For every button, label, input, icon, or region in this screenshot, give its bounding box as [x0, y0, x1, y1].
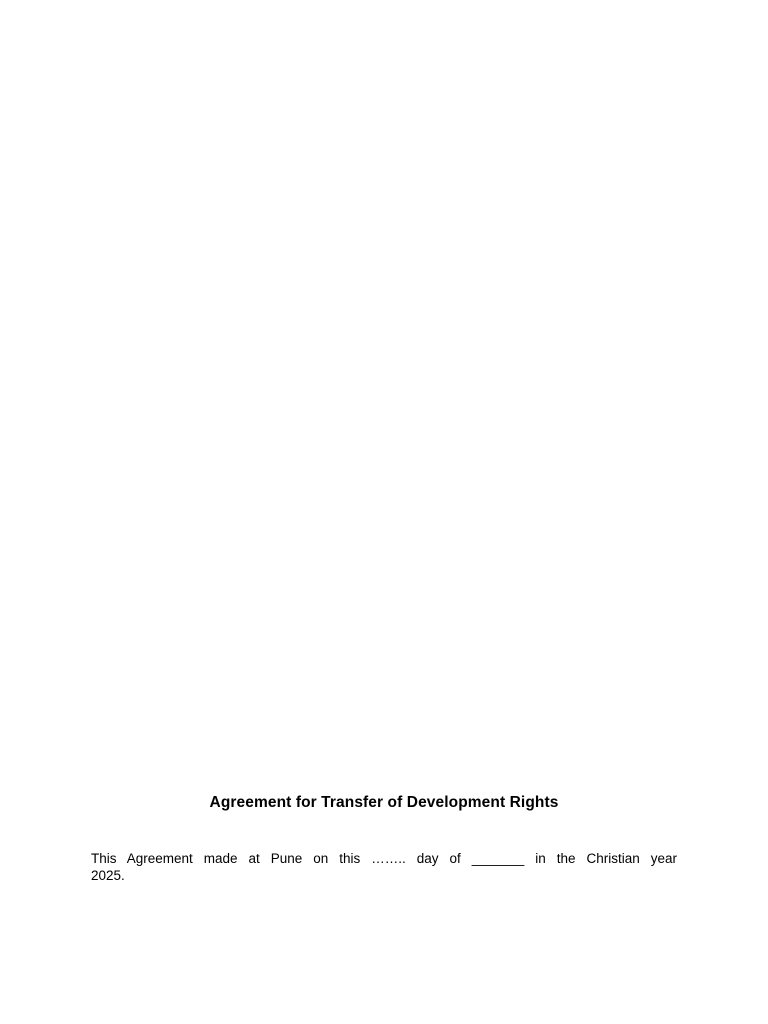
opening-paragraph-line-2: 2025. [91, 868, 125, 883]
opening-paragraph-line-1: This Agreement made at Pune on this …….. day of _______ in the Christian year [91, 851, 677, 866]
opening-paragraph [91, 850, 677, 884]
document-title: Agreement for Transfer of Development Rights [209, 794, 559, 811]
